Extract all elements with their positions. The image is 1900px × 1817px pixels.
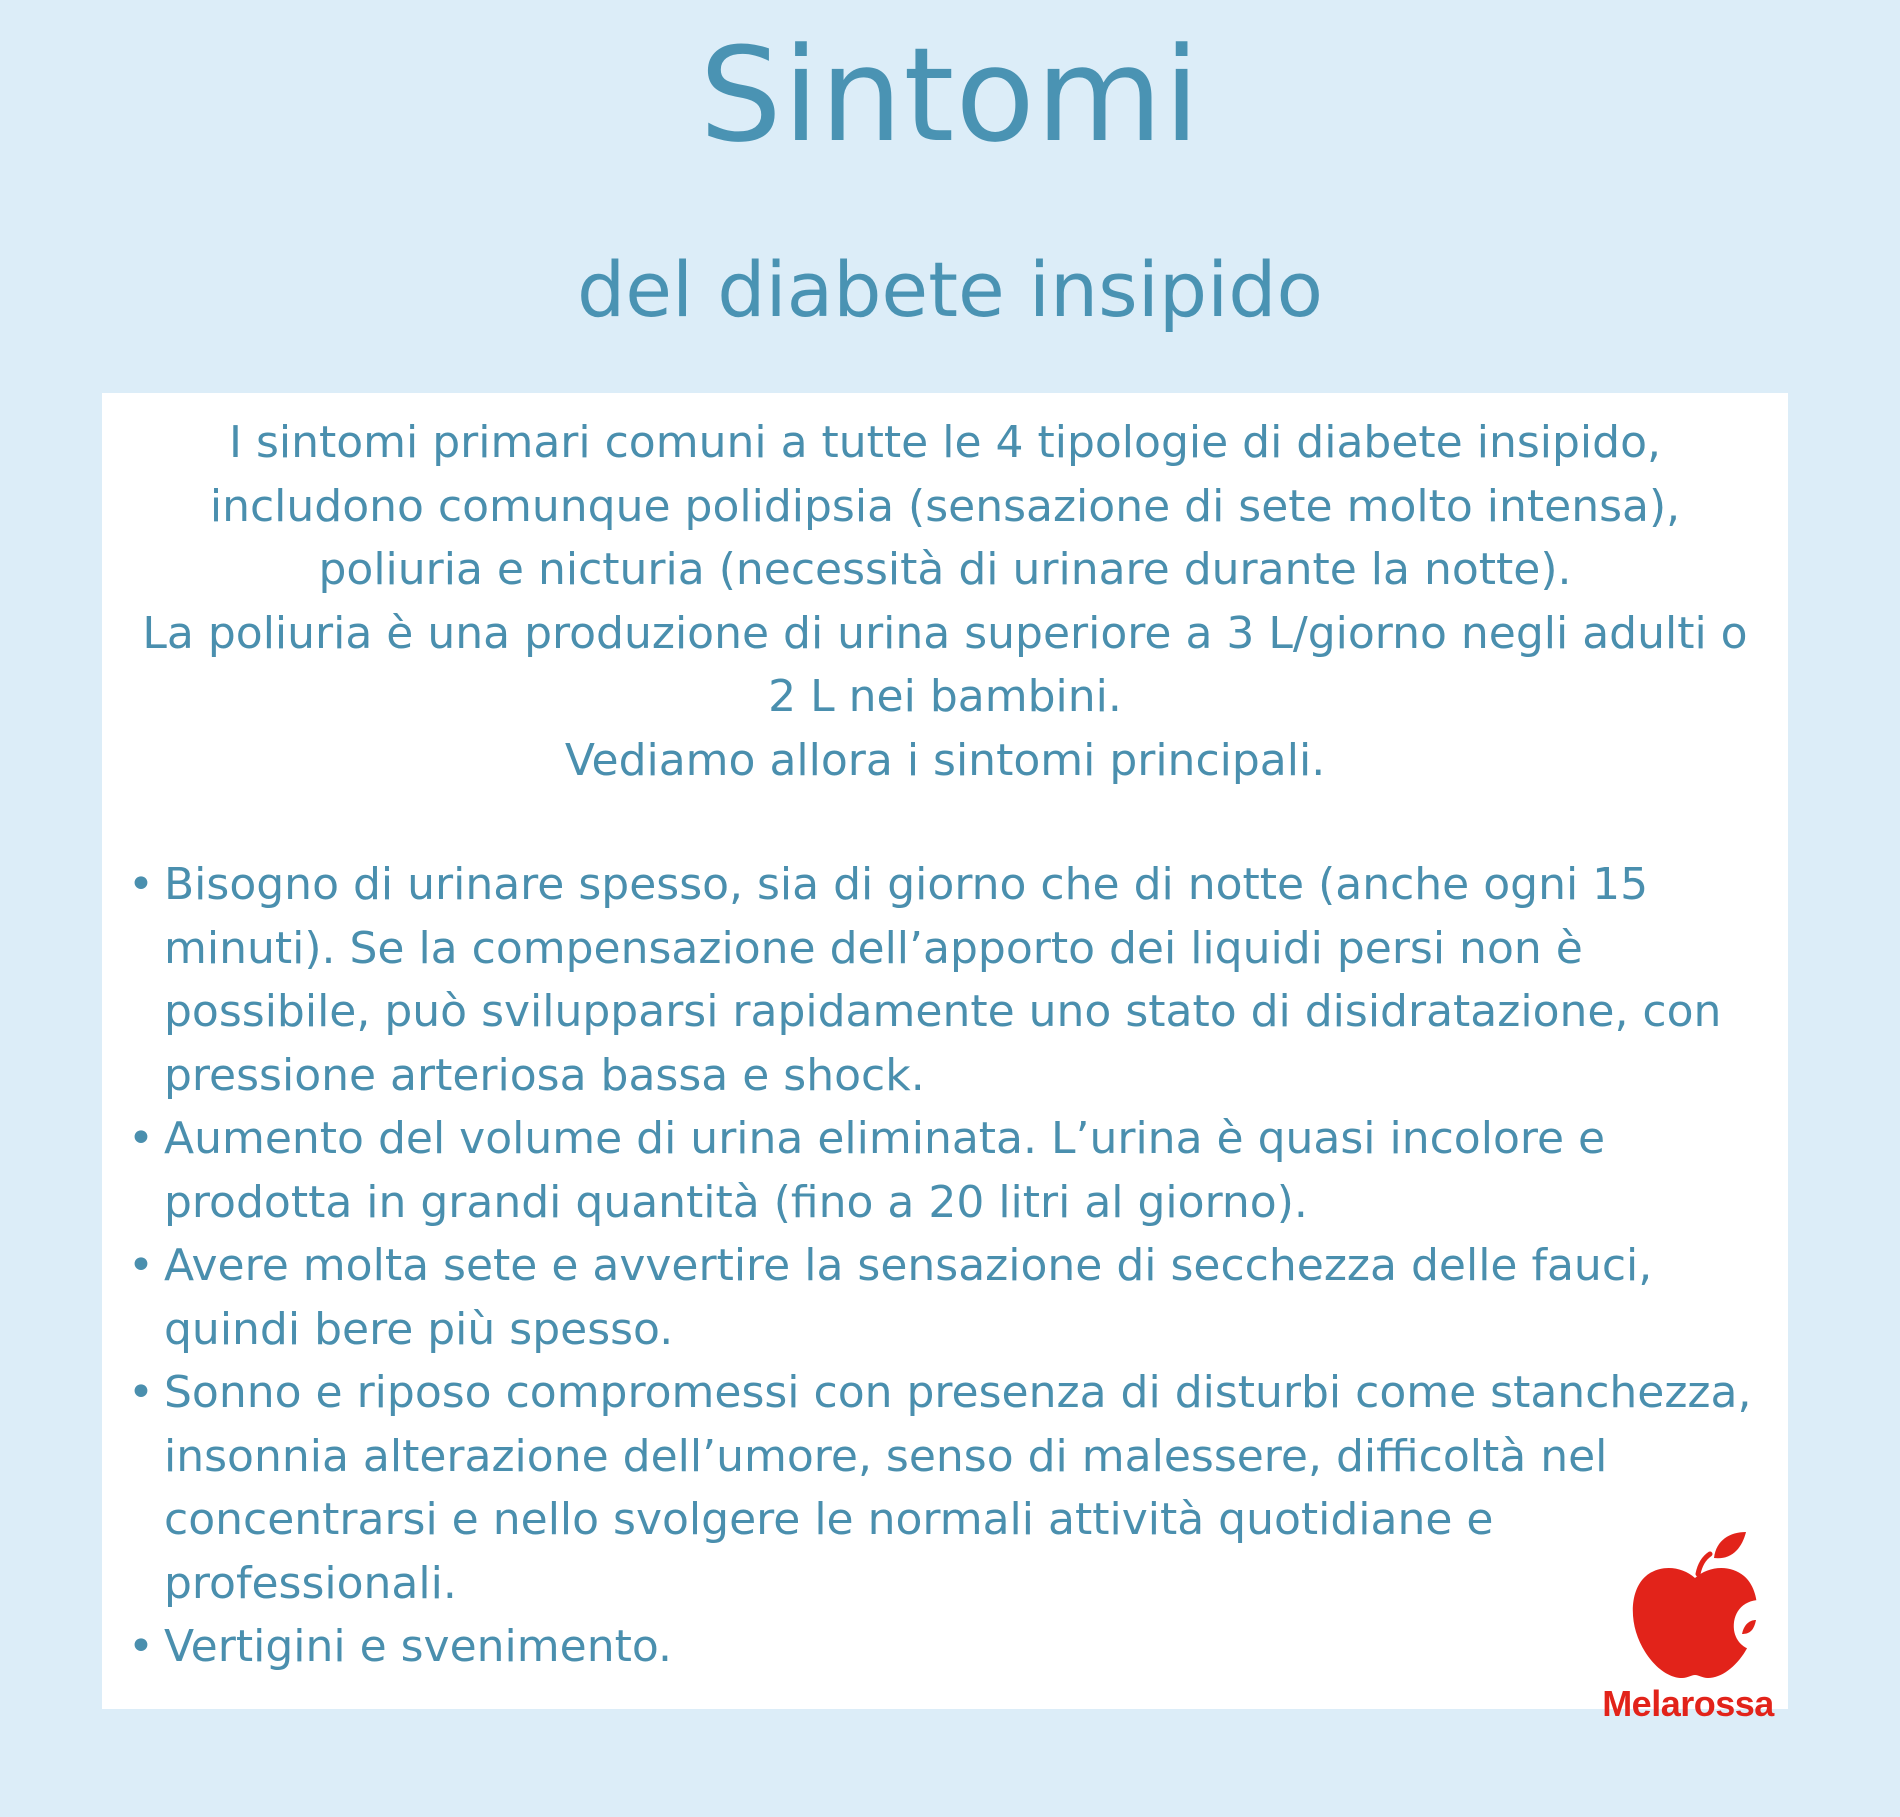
list-item (128, 853, 1778, 1107)
bullet-icon: • (128, 1113, 154, 1164)
intro-paragraph-3: Vediamo allora i sintomi principali. (564, 734, 1326, 786)
list-item (128, 1615, 1778, 1679)
list-item (128, 1107, 1778, 1234)
apple-icon (1630, 1530, 1760, 1680)
symptom-list (128, 853, 1778, 1679)
list-item-text: Sonno e riposo compromessi con presenza di disturbi come stanchezza, insonnia alterazione dell’umore, senso di malessere, difficoltà nel concentrarsi e nello svolgere le normali attività quotidiane e professionali. (164, 1367, 1752, 1609)
brand-logo (1578, 1530, 1798, 1730)
content-panel (102, 393, 1788, 1709)
list-item (128, 1234, 1778, 1361)
page-title: Sintomi (699, 19, 1201, 171)
bullet-icon: • (128, 1367, 154, 1418)
intro-paragraph-1: I sintomi primari comuni a tutte le 4 tipologie di diabete insipido, includono comunque polidipsia (sensazione di sete molto intensa), poliuria e nicturia (necessità di urinare durante la notte). (209, 417, 1681, 595)
intro-paragraph-2: La poliuria è una produzione di urina superiore a 3 L/giorno negli adulti o 2 L nei bambini. (142, 607, 1748, 722)
brand-name: Melarossa (1602, 1683, 1774, 1724)
list-item-text: Bisogno di urinare spesso, sia di giorno che di notte (anche ogni 15 minuti). Se la compensazione dell’apporto dei liquidi persi non è possibile, può svilupparsi rapidamente uno stato di disidratazione, con pressione arteriosa bassa e shock. (164, 859, 1722, 1101)
bullet-icon: • (128, 1240, 154, 1291)
page-subtitle: del diabete insipido (576, 245, 1323, 334)
intro-text (122, 411, 1768, 792)
list-item-text: Aumento del volume di urina eliminata. L’urina è quasi incolore e prodotta in grandi quantità (fino a 20 litri al giorno). (164, 1113, 1606, 1228)
bullet-icon: • (128, 859, 154, 910)
list-item (128, 1361, 1778, 1615)
list-item-text: Avere molta sete e avvertire la sensazione di secchezza delle fauci, quindi bere più spesso. (164, 1240, 1653, 1355)
bullet-icon: • (128, 1621, 154, 1672)
list-item-text: Vertigini e svenimento. (164, 1621, 672, 1672)
